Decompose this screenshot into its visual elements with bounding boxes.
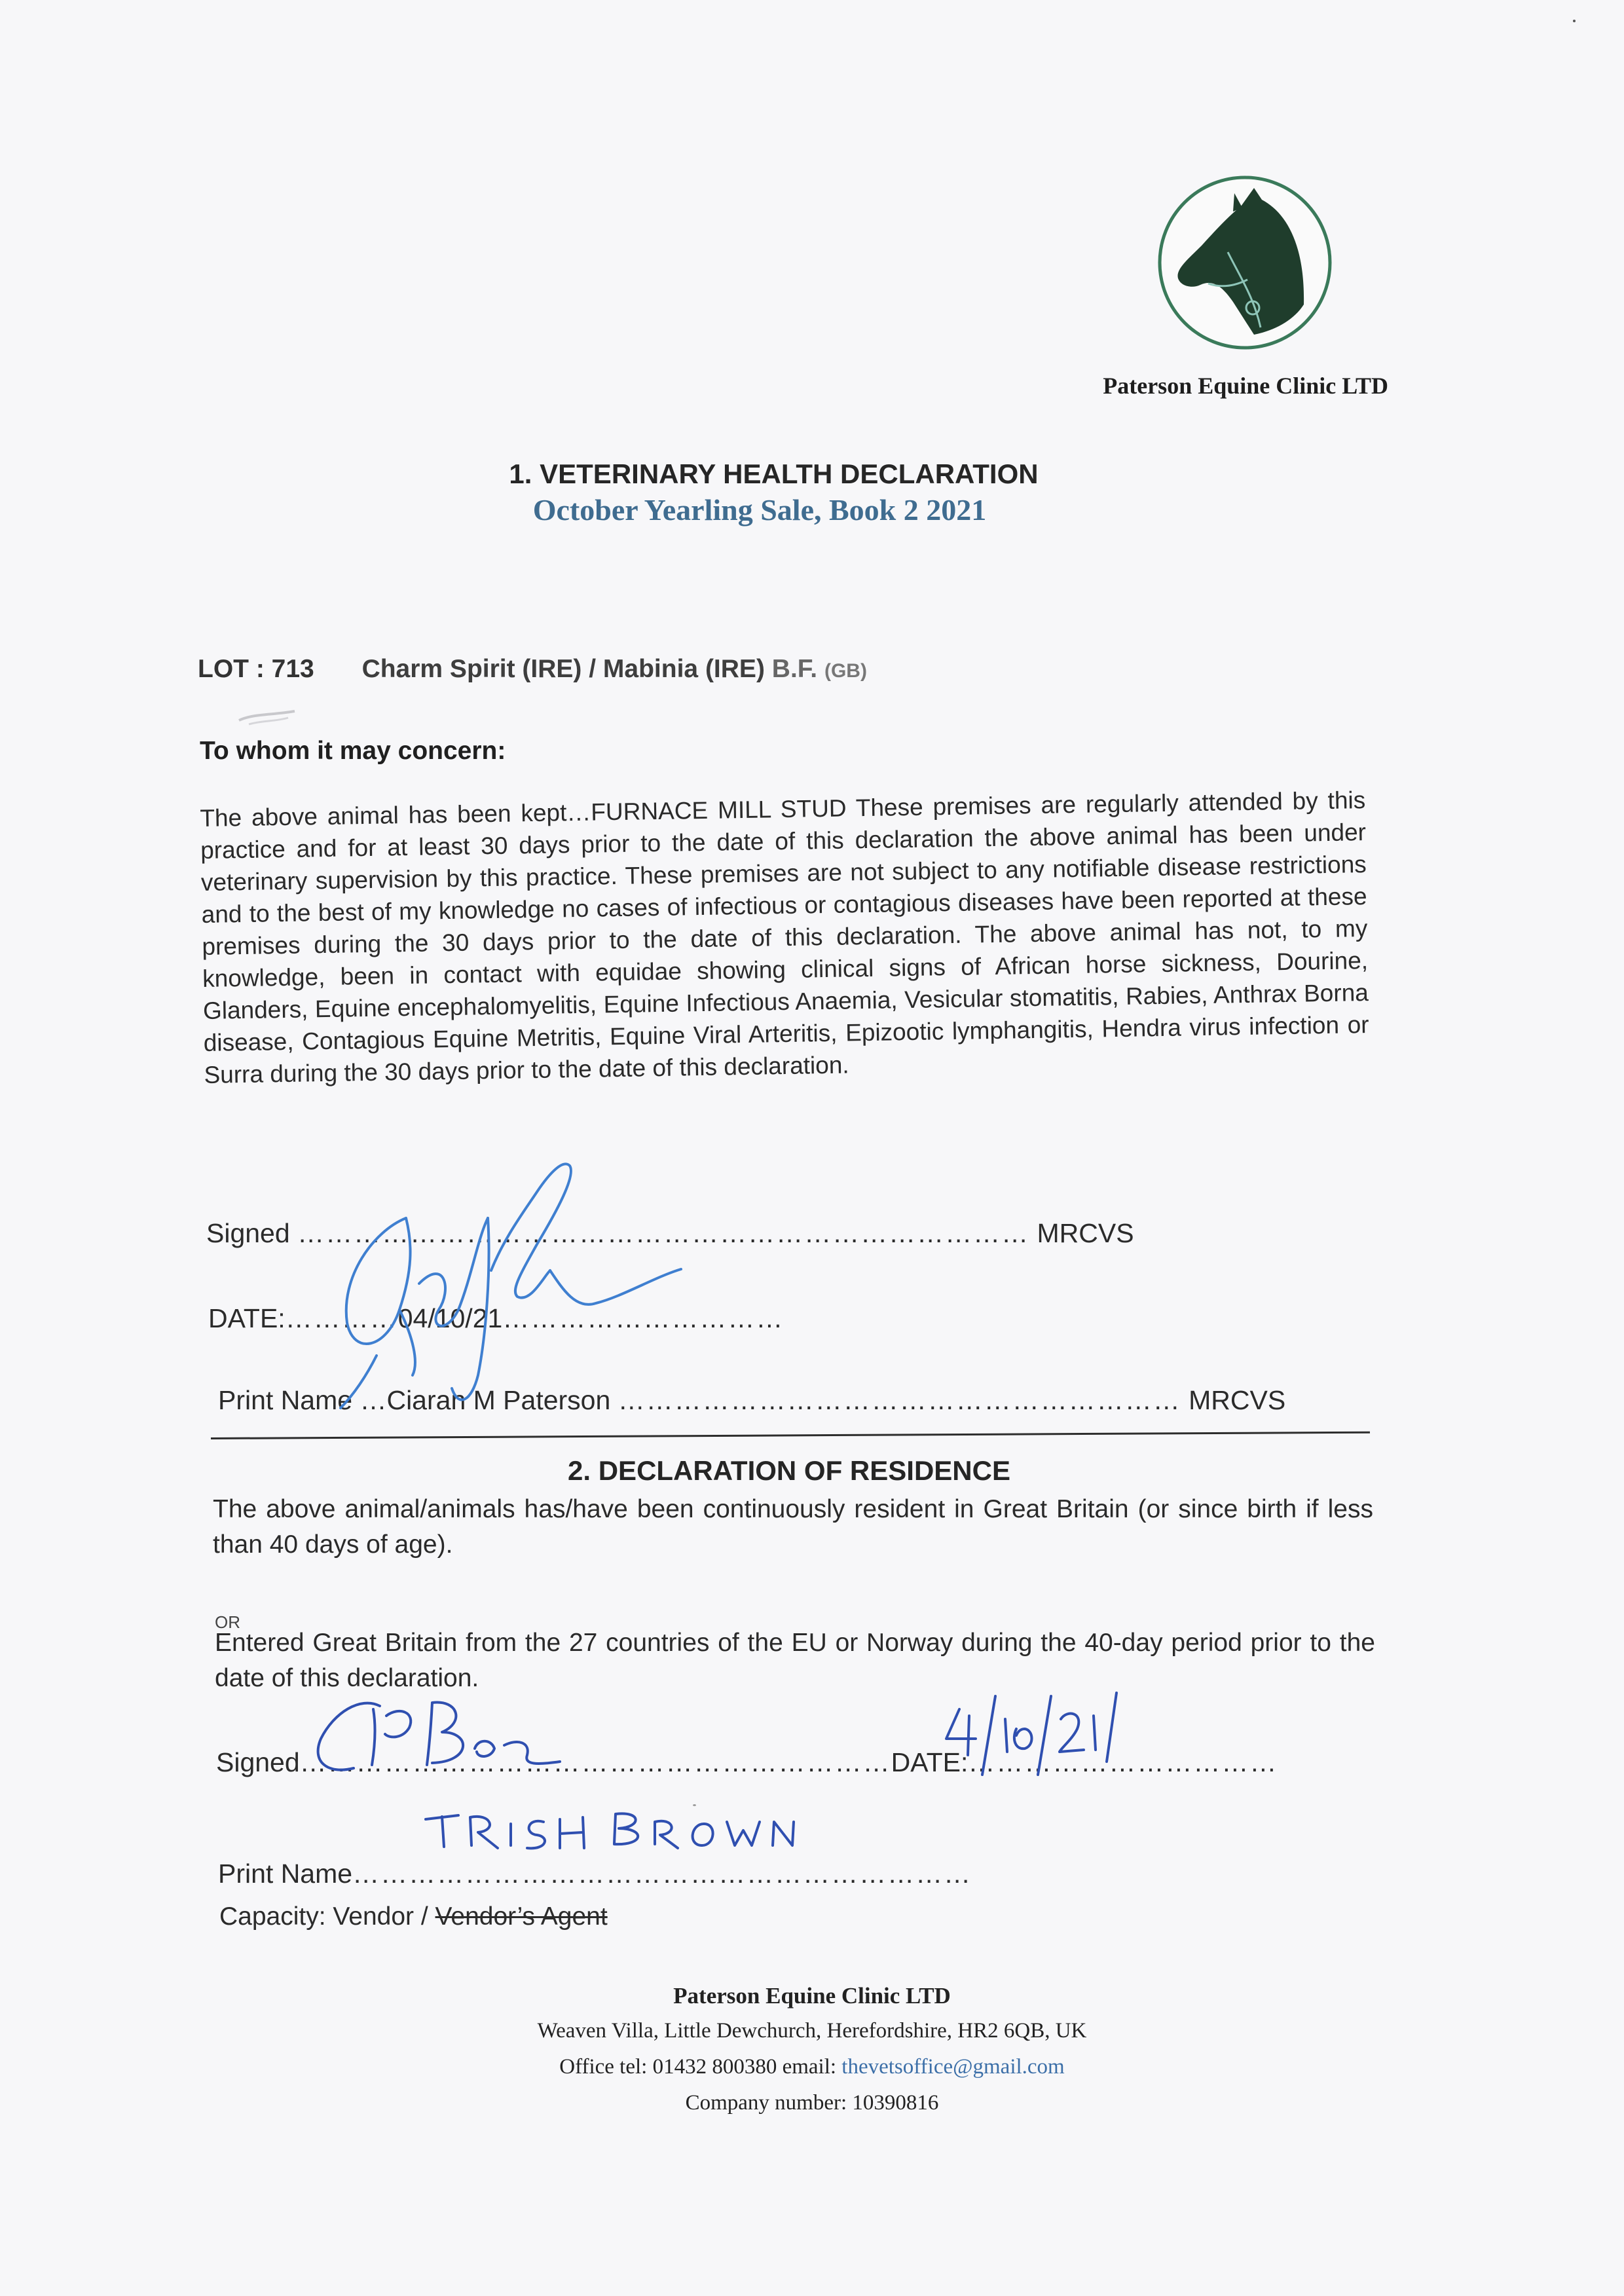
scan-speck bbox=[1573, 20, 1576, 22]
horse-head-logo bbox=[1156, 174, 1334, 352]
lot-breeding: Charm Spirit (IRE) / Mabinia (IRE) bbox=[361, 655, 765, 683]
vet-print-dots-before: … bbox=[360, 1385, 387, 1415]
capacity-agent-struck: Vendor’s Agent bbox=[435, 1902, 608, 1931]
vet-signed-dots: …………………………………………………………………… bbox=[297, 1218, 1030, 1248]
declaration-paragraph: The above animal has been kept…FURNACE MILL STUD These premises are regularly attended by this practice and for at least 30 days prior to the date of this declaration the above animal has been under veterinary supervision by this practice. These premises are not subject to any notifiable disease restrictions and to the best of my knowledge no cases of infectious or contagious diseases have been reported at these premises during the 30 days prior to the date of this declaration. The above animal has not, to my knowledge, been in contact with equidae showing clinical signs of African horse sickness, Dourine, Glanders, Equine encephalomyelitis, Equine Infectious Anaemia, Vesicular stomatitis, Rabies, Anthrax Borna disease, Contagious Equine Metritis, Equine Viral Arteritis, Epizootic lymphangitis, Hendra virus infection or Surra during the 30 days prior to the date of this declaration. bbox=[200, 787, 1369, 1088]
vet-mrcvs: MRCVS bbox=[1037, 1218, 1134, 1248]
vendor-date-label: DATE: bbox=[891, 1747, 969, 1777]
vet-date-label: DATE: bbox=[208, 1303, 286, 1333]
footer-email-link[interactable]: thevetsoffice@gmail.com bbox=[841, 2055, 1065, 2079]
vet-print-dots-after: …………………………………………………… bbox=[618, 1385, 1181, 1415]
vet-print-mrcvs: MRCVS bbox=[1189, 1385, 1286, 1415]
capacity-label: Capacity: bbox=[219, 1902, 326, 1931]
footer-contact bbox=[0, 2055, 1624, 2079]
sale-title: October Yearling Sale, Book 2 2021 bbox=[532, 493, 987, 527]
vendor-print-label: Print Name bbox=[218, 1859, 353, 1889]
vet-date-value: 04/10/21 bbox=[397, 1303, 503, 1333]
lot-origin: (GB) bbox=[824, 660, 867, 682]
lot-sex: B.F. bbox=[771, 655, 818, 683]
vet-date-dots-after: ………………………… bbox=[502, 1303, 784, 1333]
declaration-title: 1. VETERINARY HEALTH DECLARATION bbox=[509, 458, 1039, 489]
vet-print-label: Print Name bbox=[218, 1385, 353, 1415]
lot-row bbox=[198, 655, 867, 684]
vendor-signed-label: Signed bbox=[216, 1747, 300, 1777]
clinic-name-header: Paterson Equine Clinic LTD bbox=[1103, 373, 1388, 399]
section-divider bbox=[211, 1432, 1370, 1439]
lot-number: LOT : 713 bbox=[198, 655, 314, 683]
footer-tel: Office tel: 01432 800380 email: bbox=[559, 2055, 837, 2079]
footer-company-number: Company number: 10390816 bbox=[685, 2091, 939, 2115]
vendor-print-dots: ………………………………………………………… bbox=[352, 1859, 972, 1889]
footer-clinic-name: Paterson Equine Clinic LTD bbox=[673, 1983, 951, 2009]
vet-print-name: Ciaran M Paterson bbox=[386, 1385, 611, 1415]
residence-paragraph-2: Entered Great Britain from the 27 countries of the EU or Norway during the 40-day period prior to the date of this declaration. bbox=[215, 1629, 1375, 1692]
residence-title: 2. DECLARATION OF RESIDENCE bbox=[568, 1455, 1010, 1486]
vet-date-dots-before: ………… bbox=[285, 1303, 398, 1333]
residence-paragraph-1: The above animal/animals has/have been continuously resident in Great Britain (or since birth if less than 40 days of age). bbox=[213, 1495, 1373, 1559]
or-label: OR bbox=[215, 1612, 240, 1632]
salutation: To whom it may concern: bbox=[200, 737, 506, 765]
vendor-signed-dots: ……………………………………………………… bbox=[299, 1747, 891, 1777]
vendor-handwriting bbox=[301, 1676, 1283, 1925]
scan-speck bbox=[693, 1804, 696, 1806]
footer-address: Weaven Villa, Little Dewchurch, Herefordshire, HR2 6QB, UK bbox=[537, 2019, 1087, 2043]
scan-smudge bbox=[236, 707, 301, 727]
capacity-vendor: Vendor / bbox=[333, 1902, 428, 1931]
vet-signature-scribble bbox=[314, 1139, 786, 1415]
vet-signed-label: Signed bbox=[206, 1218, 290, 1248]
vendor-date-dots: …………………………… bbox=[968, 1747, 1278, 1777]
